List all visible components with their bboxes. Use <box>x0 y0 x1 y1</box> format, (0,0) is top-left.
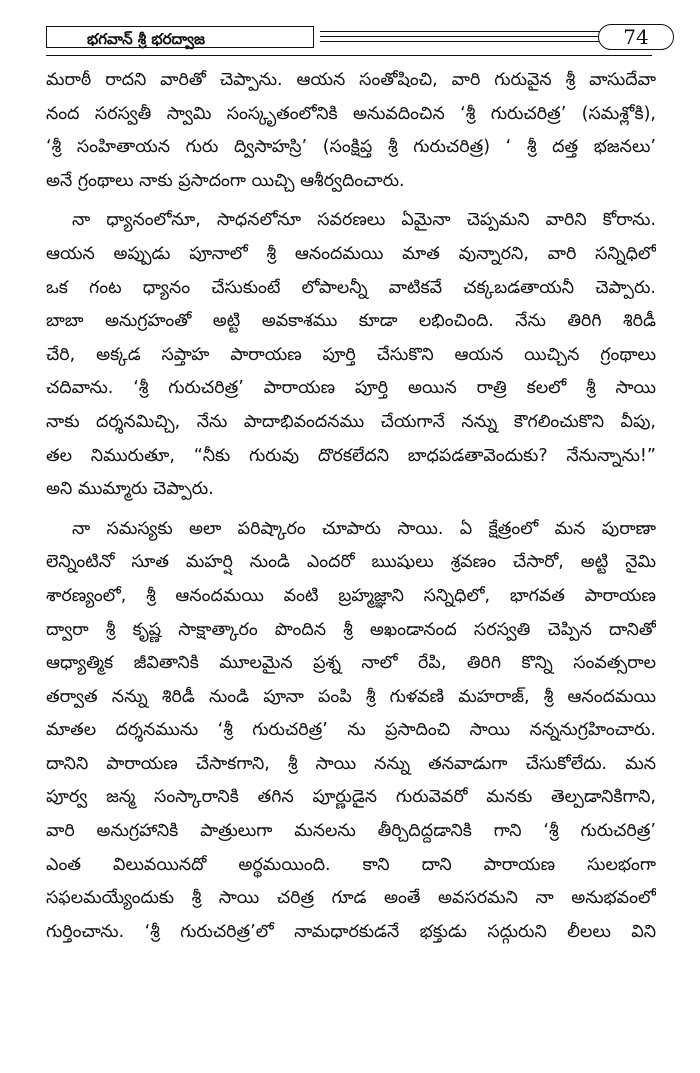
page-number: 74 <box>598 24 674 50</box>
text-line: చేరి, అక్కడ సప్తాహ పారాయణ పూర్తి చేసుకొని ఆయన యిచ్చిన గ్రంథాలు <box>46 344 656 365</box>
text-line: నంద సరస్వతీ స్వామి సంస్కృతంలోనికి అనువదించిన ‘శ్రీ గురుచరిత్ర’ (సమశ్లోకి), <box>46 103 656 124</box>
text-line: మాతల దర్శనమును ‘శ్రీ గురుచరిత్ర’ ను ప్రసాదించి సాయి నన్ననుగ్రహించారు. <box>46 720 656 741</box>
paragraph-3 <box>46 513 656 950</box>
header-title-box <box>46 26 314 48</box>
text-line: వారి అనుగ్రహానికి పాత్రులుగా మనలను తీర్చిదిద్దడానికి గాని ‘శ్రీ గురుచరిత్ర’ <box>46 821 656 842</box>
paragraph-2 <box>46 204 656 506</box>
running-header <box>46 24 660 52</box>
header-rule <box>320 31 604 32</box>
text-line: ‘శ్రీ సంహితాయన గురు ద్విసాహస్రి’ (సంక్షిప్త శ్రీ గురుచరిత్ర) ‘ శ్రీ దత్త భజనలు’ <box>46 137 656 158</box>
text-line: ఆయన అప్పుడు పూనాలో శ్రీ ఆనందమయి మాత వున్నారని, వారి సన్నిధిలో <box>46 243 656 264</box>
text-line: సఫలమయ్యేందుకు శ్రీ సాయి చరిత్ర గూడ అంతే అవసరమని నా అనుభవంలో <box>46 888 656 909</box>
body-text <box>46 64 656 949</box>
text-line: గుర్తించాను. ‘శ్రీ గురుచరిత్ర’లో నామధారకుడనే భక్తుడు సద్గురుని లీలలు విని <box>46 921 656 942</box>
text-line: శారణ్యంలో, శ్రీ ఆనందమయి వంటి బ్రహ్మజ్ఞాని సన్నిధిలో, భాగవత పారాయణ <box>46 585 656 606</box>
text-line: తర్వాత నన్ను శిరిడీ నుండి పూనా పంపి శ్రీ గుళవణి మహరాజ్, శ్రీ ఆనందమయి <box>46 686 656 707</box>
text-line: నా ధ్యానంలోనూ, సాధనలోనూ సవరణలు ఏమైనా చెప్పమని వారిని కోరాను. <box>72 210 656 231</box>
text-line: అనే గ్రంథాలు నాకు ప్రసాదంగా యిచ్చి ఆశీర్వదించారు. <box>46 170 405 191</box>
header-title: భగవాన్ శ్రీ భరద్వాజ <box>87 30 205 48</box>
text-line: చదివాను. ‘శ్రీ గురుచరిత్ర’ పారాయణ పూర్తి అయిన రాత్రి కలలో శ్రీ సాయి <box>46 378 656 399</box>
text-line: బాబా అనుగ్రహంతో అట్టి అవకాశము కూడా లభించింది. నేను తిరిగి శిరిడీ <box>46 311 656 332</box>
text-line: నా సమస్యకు అలా పరిష్కారం చూపారు సాయి. ఏ క్షేత్రంలో మన పురాణా <box>72 518 656 539</box>
text-line: తల నిమురుతూ, “నీకు గురువు దొరకలేదని బాధపడతావెందుకు? నేనున్నాను!” <box>46 445 656 466</box>
text-line: మరాఠీ రాదని వారితో చెప్పాను. ఆయన సంతోషించి, వారి గురువైన శ్రీ వాసుదేవా <box>46 70 656 90</box>
text-line: నాకు దర్శనమిచ్చి, నేను పాదాభివందనము చేయగానే నన్ను కౌగలించుకొని వీపు, <box>46 411 656 432</box>
header-rule <box>320 36 604 37</box>
paragraph-1 <box>46 64 656 198</box>
header-underline <box>46 55 652 56</box>
text-line: లెన్నింటినో సూత మహర్షి నుండి ఎందరో ఋషులు శ్రవణం చేసారో, అట్టి నైమి <box>46 552 656 573</box>
text-line: పూర్వ జన్మ సంస్కారానికి తగిన పూర్ణుడైన గురువెవరో మనకు తెల్పడానికిగాని, <box>46 787 656 808</box>
text-line: ఒక గంట ధ్యానం చేసుకుంటే లోపాలన్నీ వాటికవే చక్కబడతాయనీ చెప్పారు. <box>46 277 656 298</box>
text-line: అని ముమ్మారు చెప్పారు. <box>46 479 214 500</box>
header-rule <box>320 41 604 42</box>
text-line: ఆధ్యాత్మిక జీవితానికి మూలమైన ప్రశ్న నాలో రేపి, తిరిగి కొన్ని సంవత్సరాల <box>46 653 656 674</box>
text-line: దానిని పారాయణ చేసాకగాని, శ్రీ సాయి నన్ను తనవాడుగా చేసుకోలేదు. మన <box>46 753 656 774</box>
text-line: ఎంత విలువయినదో అర్థమయింది. కాని దాని పారాయణ సులభంగా <box>46 854 656 875</box>
text-line: ద్వారా శ్రీ కృష్ణ సాక్షాత్కారం పొందిన శ్రీ అఖండానంద సరస్వతి చెప్పిన దానితో <box>46 619 656 640</box>
